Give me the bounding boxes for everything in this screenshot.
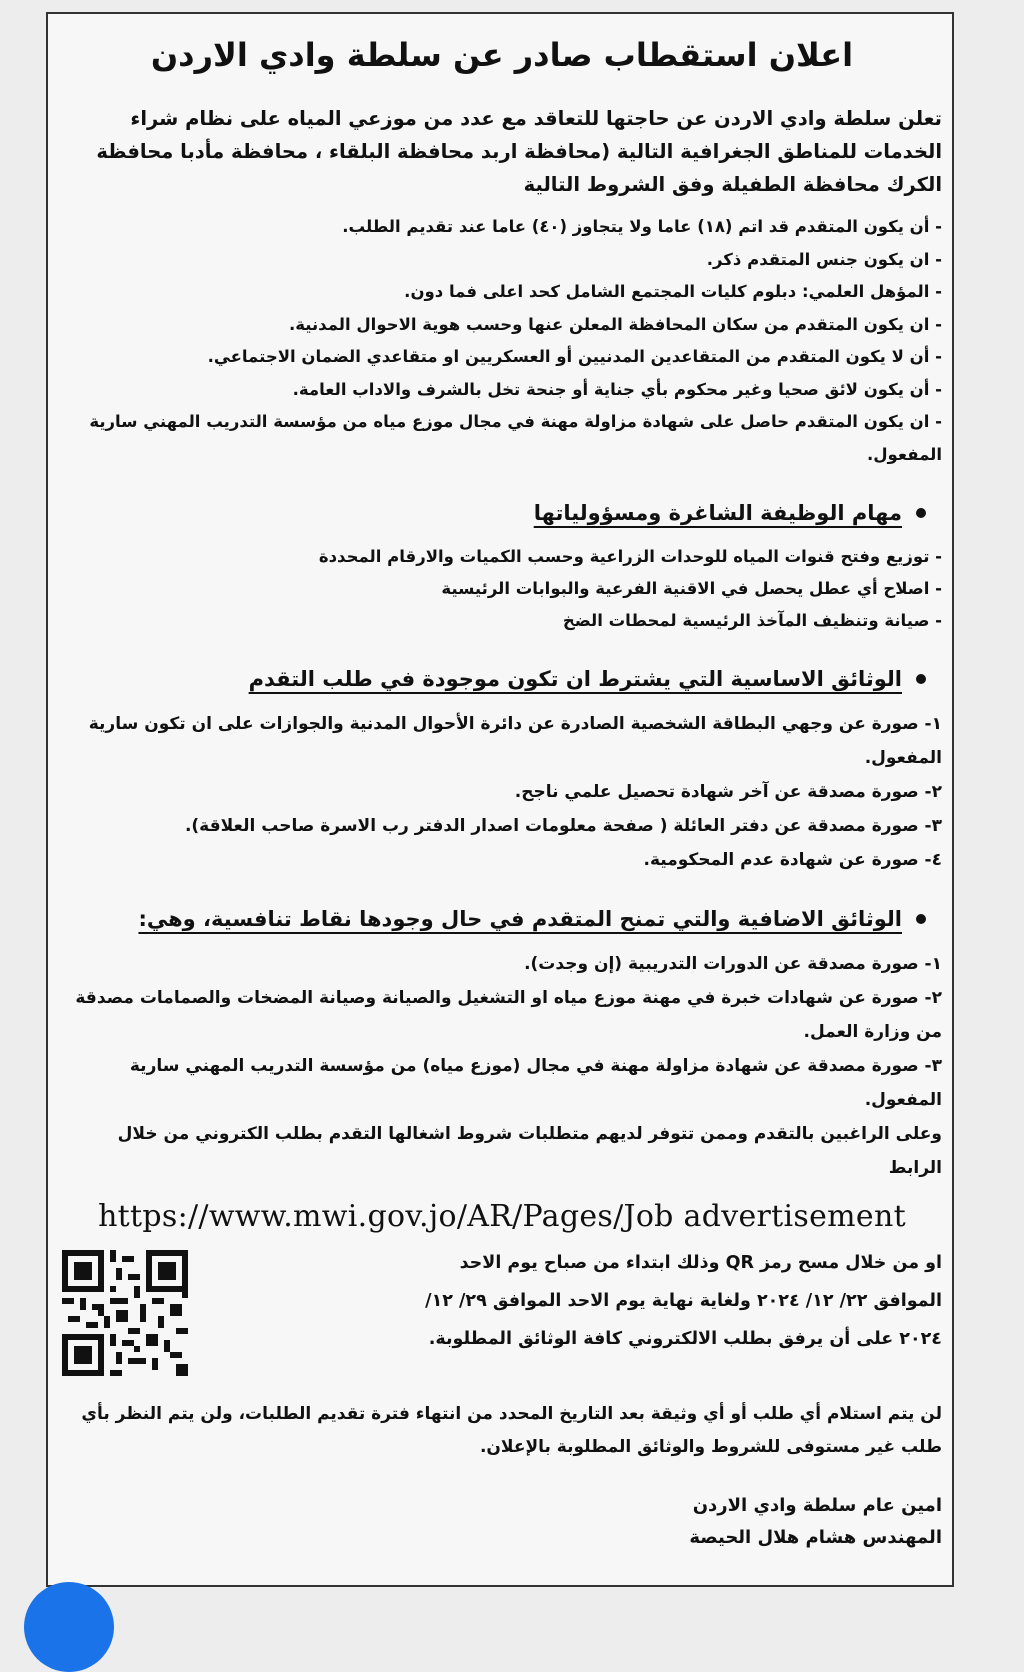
required-doc-item: ١- صورة عن وجهي البطاقة الشخصية الصادرة عن دائرة الأحوال المدنية والجوازات على ان تكون سارية المفعول.: [88, 714, 942, 768]
qr-code-icon[interactable]: [62, 1250, 188, 1376]
duty-item: - اصلاح أي عطل يحصل في الاقنية الفرعية والبوابات الرئيسية: [441, 579, 942, 598]
signature-name: المهندس هشام هلال الحيصة: [689, 1527, 942, 1548]
condition-item: - أن يكون لائق صحيا وغير محكوم بأي جناية أو جنحة تخل بالشرف والاداب العامة.: [292, 379, 942, 399]
duties-heading: [62, 501, 942, 525]
required-doc-item: ٢- صورة مصدقة عن آخر شهادة تحصيل علمي ناجح.: [514, 782, 942, 802]
bullet-icon: [916, 674, 926, 684]
condition-item: - ان يكون المتقدم حاصل على شهادة مزاولة مهنة في مجال موزع مياه من مؤسسة التدريب المهني سارية المفعول.: [89, 412, 942, 464]
additional-doc-item: ١- صورة مصدقة عن الدورات التدريبية (إن وجدت).: [524, 954, 942, 974]
floating-action-button[interactable]: [24, 1582, 114, 1672]
condition-item: - أن يكون المتقدم قد اتم (١٨) عاما ولا يتجاوز (٤٠) عاما عند تقديم الطلب.: [342, 217, 942, 236]
condition-item: - أن لا يكون المتقدم من المتقاعدين المدنيين أو العسكريين او متقاعدي الضمان الاجتماعي.: [207, 347, 942, 366]
duties-list: [62, 541, 942, 637]
required-doc-item: ٣- صورة مصدقة عن دفتر العائلة ( صفحة معلومات اصدار الدفتر رب الاسرة صاحب العلاقة).: [184, 816, 942, 836]
closing-note: لن يتم استلام أي طلب أو أي وثيقة بعد التاريخ المحدد من انتهاء فترة تقديم الطلبات، ولن يتم النظر بأي طلب غير مستوفى للشروط والوثائق المطلوبة بالإعلان.: [81, 1404, 942, 1457]
bullet-icon: [916, 914, 926, 924]
apply-instruction: وعلى الراغبين بالتقدم وممن تتوفر لديهم متطلبات شروط اشغالها التقدم بطلب الكتروني من خلال الرابط: [117, 1124, 942, 1178]
qr-line: او من خلال مسح رمز QR وذلك ابتداء من صباح يوم الاحد: [459, 1253, 942, 1273]
qr-instructions: [206, 1244, 942, 1358]
conditions-list: [62, 211, 942, 471]
announcement-body: [48, 14, 952, 1554]
required-docs-list: [62, 707, 942, 877]
qr-line: الموافق ٢٢/ ١٢/ ٢٠٢٤ ولغاية نهاية يوم الاحد الموافق ٢٩/ ١٢/: [425, 1291, 942, 1311]
required-docs-heading-text: الوثائق الاساسية التي يشترط ان تكون موجودة في طلب التقدم: [248, 667, 902, 691]
bullet-icon: [916, 508, 926, 518]
signature-title: امين عام سلطة وادي الاردن: [692, 1495, 942, 1516]
duty-item: - صيانة وتنظيف المآخذ الرئيسية لمحطات الضخ: [562, 611, 942, 630]
application-link[interactable]: https://www.mwi.gov.jo/AR/Pages/Job advertisement: [98, 1199, 906, 1234]
duties-heading-text: مهام الوظيفة الشاغرة ومسؤولياتها: [533, 501, 902, 525]
additional-doc-item: ٢- صورة عن شهادات خبرة في مهنة موزع مياه او التشغيل والصيانة وصيانة المضخات والصمامات مصدقة من وزارة العمل.: [75, 988, 942, 1042]
qr-section: [62, 1244, 942, 1376]
required-doc-item: ٤- صورة عن شهادة عدم المحكومية.: [643, 850, 942, 870]
condition-item: - المؤهل العلمي: دبلوم كليات المجتمع الشامل كحد اعلى فما دون.: [404, 282, 942, 301]
condition-item: - ان يكون المتقدم من سكان المحافظة المعلن عنها وحسب هوية الاحوال المدنية.: [288, 314, 942, 334]
condition-item: - ان يكون جنس المتقدم ذكر.: [706, 249, 942, 269]
additional-docs-heading: [62, 907, 942, 931]
duty-item: - توزيع وفتح قنوات المياه للوحدات الزراعية وحسب الكميات والارقام المحددة: [318, 547, 942, 566]
signature-block: [62, 1490, 942, 1554]
additional-doc-item: ٣- صورة مصدقة عن شهادة مزاولة مهنة في مجال (موزع مياه) من مؤسسة التدريب المهني سارية المفعول.: [129, 1056, 942, 1110]
qr-line: ٢٠٢٤ على أن يرفق بطلب الالكتروني كافة الوثائق المطلوبة.: [428, 1329, 942, 1349]
announcement-page: [46, 12, 954, 1587]
announcement-title: اعلان استقطاب صادر عن سلطة وادي الاردن: [150, 36, 854, 74]
intro-paragraph: تعلن سلطة وادي الاردن عن حاجتها للتعاقد مع عدد من موزعي المياه على نظام شراء الخدمات للمناطق الجغرافية التالية (محافظة اربد محافظة البلقاء ، محافظة مأدبا محافظة الكرك محافظة الطفيلة وفق الشروط التالية: [96, 107, 942, 196]
additional-docs-heading-text: الوثائق الاضافية والتي تمنح المتقدم في حال وجودها نقاط تنافسية، وهي:: [138, 907, 902, 931]
additional-docs-list: [62, 947, 942, 1185]
required-docs-heading: [62, 667, 942, 691]
